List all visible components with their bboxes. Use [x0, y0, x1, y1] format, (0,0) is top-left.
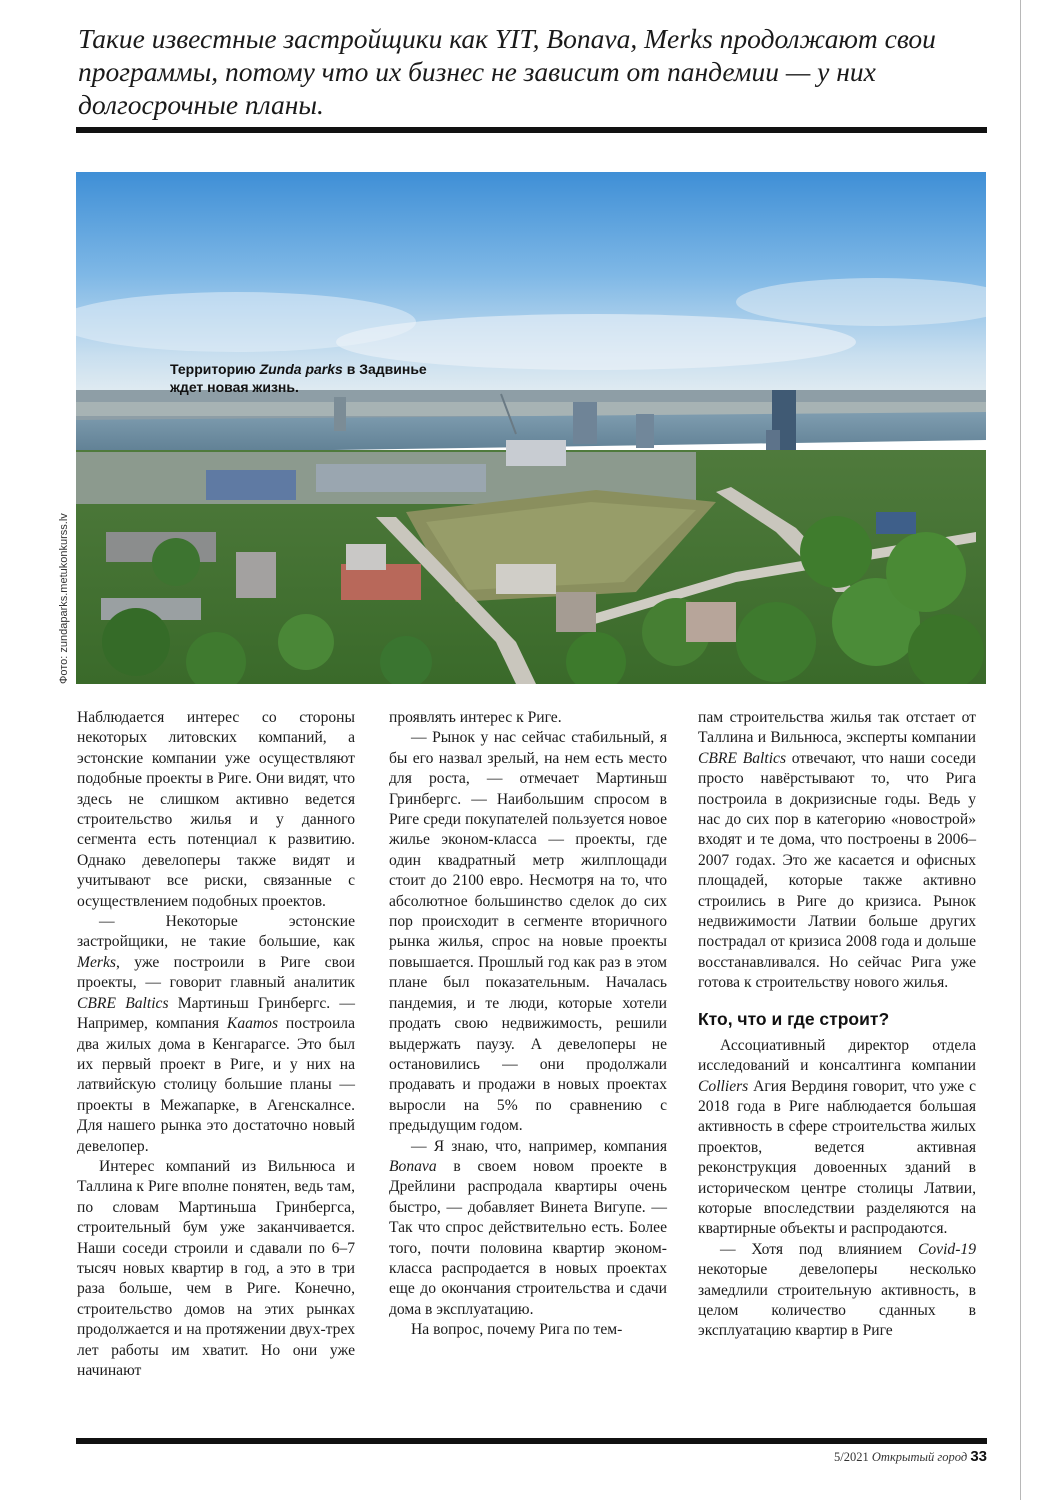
- paragraph: На вопрос, почему Рига по тем-: [411, 1321, 623, 1339]
- page-number: 33: [970, 1448, 987, 1465]
- paragraph: пам строительства жилья так отстает от Таллина и Вильнюса, эксперты компании CBRE Baltics отвечают, что наши соседи просто навёрстывают то, что Рига построила в докризисные годы. Ведь у нас до сих пор в категорию «новострой» входят и те дома, что построены в 2006–2007 годах. Это же касается и офисных площадей, которые также активно строились в Риге до кризиса. Рынок недвижимости Латвии больше других пострадал от кризиса 2008 года и дольше восстанавливался. Но сейчас Рига уже готова к строительству нового жилья.: [698, 709, 977, 992]
- paragraph: проявлять интерес к Риге.: [389, 709, 562, 726]
- paragraph: — Я знаю, что, например, компания Bonava в своем новом проекте в Дрейлини распродала квартиры очень быстро, — добавляет Винета Вигупе. — Так что спрос действительно есть. Более того, почти половина квартир эконом-класса распродается в новых проектах еще до окончания строительства и сдачи дома в эксплуатацию.: [389, 1137, 667, 1318]
- paragraph: Наблюдается интерес со стороны некоторых литовских компаний, а эстонские компании уже осуществляют подобные проекты в Риге. Они видят, что здесь не слишком активно ведется строительство жилья и у данного сегмента есть потенциал к развитию. Однако девелоперы также видят и учитывают все риски, связанные с осуществлением подобных проектов.: [77, 709, 355, 910]
- issue-number: 5/2021: [834, 1450, 869, 1464]
- paragraph: — Хотя под влиянием Covid-19 некоторые девелоперы несколько замедлили строительную активность, в целом количество сданных в эксплуатацию квартир в Риге: [698, 1240, 976, 1340]
- paragraph: — Некоторые эстонские застройщики, не такие большие, как Merks, уже построили в Риге свои проекты, — говорит главный аналитик CBRE Baltics Мартиньш Гринбергс. — Например, компания Kaamos построила два жилых дома в Кенгарагсе. Это был их первый проект в Риге, и у них на латвийскую столицу большие планы — проекты в Межапарке, в Агенскалнсе. Для нашего рынка это достаточно новый девелопер.: [77, 913, 355, 1155]
- paragraph: — Рынок у нас сейчас стабильный, я бы его назвал зрелый, на нем есть место для роста, — отмечает Мартиньш Гринбергс. — Наибольшим спросом в Риге среди покупателей пользуется новое жилье эконом-класса — проекты, где один квадратный метр жилплощади стоит до 2100 евро. Несмотря на то, что абсолютное большинство сделок до сих пор происходит в сегменте вторичного рынка жилья, спрос на новые проекты повышается. Прошлый год как раз в этом плане был показательным. Началась пандемия, и те люди, которые хотели продать свою недвижимость, решили выдержать паузу. А девелоперы не остановились — они продолжали продавать и продажи в новых проектах выросли на 5% по сравнению с предыдущим годом.: [389, 729, 667, 1135]
- top-rule: [76, 127, 987, 133]
- bottom-rule: [76, 1438, 987, 1444]
- page-footer: [700, 1448, 987, 1465]
- article-column-3: [698, 708, 976, 1342]
- city-photo: [76, 172, 986, 684]
- photo-caption: Территорию Zunda parks в Задвинье ждет новая жизнь.: [170, 361, 427, 395]
- paragraph: Ассоциативный директор отдела исследований и консалтинга компании Colliers Агия Вердиня говорит, что уже с 2018 года в Риге наблюдается большая активность в сфере строительства жилых проектов, ведется активная реконструкция довоенных зданий в историческом центре столицы Латвии, которые впоследствии разделяются на квартирные объекты и распродаются.: [698, 1036, 976, 1238]
- article-column-1: [77, 708, 355, 1381]
- pull-quote: Такие известные застройщики как YIT, Bonava, Merks продолжают свои программы, потому что их бизнес не зависит от пандемии — у них долгосрочные планы.: [78, 23, 936, 120]
- photo-credit: Фото: zundaparks.metukonkurss.lv: [58, 513, 70, 684]
- paragraph: Интерес компаний из Вильнюса и Таллина к Риге вполне понятен, ведь там, по словам Мартиньша Гринбергса, строительный бум уже заканчивается. Наши соседи строили и сдавали по 6–7 тысяч новых квартир в год, а это в три раза больше, чем в Риге. Конечно, строительство домов на этих рынках продолжается и на протяжении двух-трех лет работы им хватит. Но они уже начинают: [77, 1157, 355, 1379]
- page-edge-line: [1020, 0, 1021, 1500]
- article-column-2: [389, 708, 667, 1341]
- section-heading: Кто, что и где строит?: [698, 1008, 890, 1029]
- magazine-name: Открытый город: [871, 1450, 968, 1464]
